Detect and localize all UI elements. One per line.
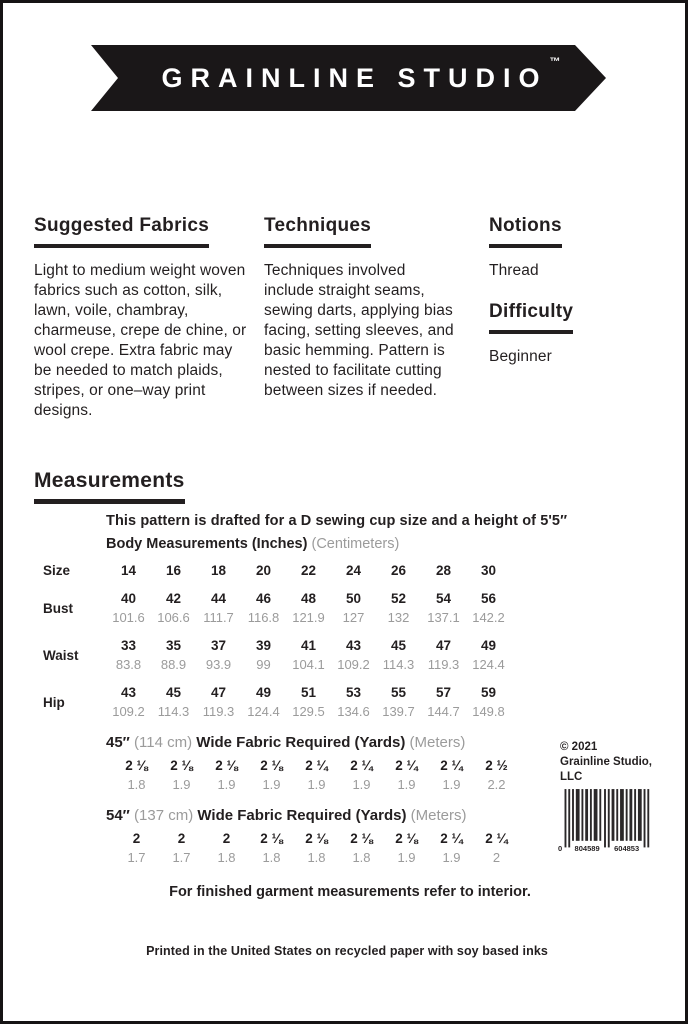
table-cell: 1.8 [352,850,371,865]
table-cell: 57 [435,685,452,700]
table-cell: 1.9 [172,777,191,792]
table-cell: 1.9 [307,777,326,792]
waist-row [34,638,666,672]
measurements-heading: Measurements [34,469,185,504]
upc-barcode [557,789,653,861]
table-cell: 28 [435,563,452,578]
fabric-45-yards-values [114,758,519,773]
hip-inches-values [106,685,511,700]
suggested-fabrics-body: Light to medium weight woven fabrics such as cotton, silk, lawn, voile, chambray, charmeuse, crepe de chine, or wool crepe. Extra fabric may be needed to match plaids, stripes, or one–way print designs. [34,262,247,419]
table-cell: 116.8 [247,610,280,625]
table-cell: 44 [210,591,227,606]
table-cell: 1.9 [442,850,461,865]
table-cell: 119.3 [202,704,235,719]
difficulty-heading: Difficulty [489,301,573,334]
subtitle-inches: Body Measurements (Inches) [106,536,308,552]
table-cell: 1.7 [127,850,146,865]
hip-cm-values [106,704,511,719]
table-cell: 2 ⅛ [260,758,283,773]
table-cell: 47 [435,638,452,653]
table-cell: 2 ¼ [440,831,463,846]
table-cell: 39 [255,638,272,653]
table-cell: 1.9 [442,777,461,792]
size-row [34,563,666,578]
techniques-heading: Techniques [264,215,371,248]
bust-cm-values [106,610,511,625]
waist-row-label: Waist [43,647,79,663]
waist-inches-values [106,638,511,653]
techniques-section [264,215,456,401]
table-cell: 26 [390,563,407,578]
table-cell: 109.2 [112,704,145,719]
table-cell: 43 [120,685,137,700]
fabric-54-title-metric: (Meters) [410,807,467,824]
table-cell: 43 [345,638,362,653]
table-cell: 2 ¼ [485,831,508,846]
table-cell: 49 [255,685,272,700]
table-cell: 14 [120,563,137,578]
suggested-fabrics-heading: Suggested Fabrics [34,215,209,248]
table-cell: 2 ½ [485,758,508,773]
fabric-45-title: Wide Fabric Required (Yards) [196,734,406,751]
table-cell: 37 [210,638,227,653]
table-cell: 49 [480,638,497,653]
table-cell: 124.4 [472,657,505,672]
table-cell: 2 ¼ [395,758,418,773]
table-cell: 111.7 [203,610,234,625]
table-cell: 101.6 [112,610,145,625]
table-cell: 20 [255,563,272,578]
table-cell: 55 [390,685,407,700]
table-cell: 2 ⅛ [305,831,328,846]
table-cell: 42 [165,591,182,606]
fabric-54-meters-values [114,850,519,865]
table-cell: 2.2 [487,777,506,792]
table-cell: 16 [165,563,182,578]
table-cell: 52 [390,591,407,606]
copyright-year: © 2021 [560,741,598,753]
brand-banner [91,45,606,111]
table-cell: 1.9 [352,777,371,792]
table-cell: 132 [387,610,410,625]
table-cell: 1.8 [262,850,281,865]
table-cell: 124.4 [247,704,280,719]
table-cell: 56 [480,591,497,606]
printed-note: Printed in the United States on recycled paper with soy based inks [146,944,548,958]
table-cell: 2 ⅛ [125,758,148,773]
table-cell: 137.1 [427,610,460,625]
table-cell: 106.6 [157,610,190,625]
table-cell: 149.8 [472,704,505,719]
table-cell: 1.8 [307,850,326,865]
table-cell: 114.3 [382,657,415,672]
copyright-llc: LLC [560,771,583,783]
size-values [106,563,511,578]
table-cell: 2 ⅛ [395,831,418,846]
subtitle-centimeters: (Centimeters) [311,536,400,552]
table-cell: 22 [300,563,317,578]
table-cell: 109.2 [337,657,370,672]
size-row-label: Size [43,563,71,578]
brand-title [91,45,606,111]
table-cell: 45 [390,638,407,653]
table-cell: 88.9 [160,657,187,672]
bust-row [34,591,666,625]
table-cell: 54 [435,591,452,606]
table-cell: 47 [210,685,227,700]
table-cell: 104.1 [292,657,325,672]
techniques-body: Techniques involved include straight seams, sewing darts, applying bias facing, setting sleeves, and basic hemming. Pattern is nested to facilitate cutting between sizes if needed. [264,262,454,399]
table-cell: 142.2 [472,610,505,625]
table-cell: 129.5 [292,704,325,719]
drafting-note: This pattern is drafted for a D sewing cup size and a height of 5'5″ [106,513,568,529]
trademark-symbol: ™ [549,56,562,68]
difficulty-body: Beginner [489,348,552,365]
table-cell: 83.8 [115,657,142,672]
table-cell: 1.9 [262,777,281,792]
table-cell: 51 [300,685,317,700]
table-cell: 2 ⅛ [170,758,193,773]
table-cell: 40 [120,591,137,606]
table-cell: 48 [300,591,317,606]
barcode-digit-left: 0 [557,844,563,854]
table-cell: 2 [222,831,231,846]
copyright-company: Grainline Studio, [560,756,653,768]
fabric-45-meters-values [114,777,519,792]
table-cell: 2 [492,850,501,865]
table-cell: 2 ¼ [440,758,463,773]
table-cell: 1.9 [397,777,416,792]
table-cell: 2 [177,831,186,846]
table-cell: 93.9 [205,657,232,672]
barcode-group2: 604853 [614,844,640,854]
table-cell: 2 ⅛ [350,831,373,846]
fabric-45-width-metric: (114 cm) [134,734,193,751]
table-cell: 134.6 [337,704,370,719]
fabric-54-yards-values [114,831,519,846]
table-cell: 144.7 [427,704,460,719]
table-cell: 46 [255,591,272,606]
table-cell: 139.7 [382,704,415,719]
table-cell: 119.3 [427,657,460,672]
notions-difficulty-section [489,215,649,367]
table-cell: 2 ¼ [305,758,328,773]
fabric-45-title-metric: (Meters) [409,734,466,751]
table-cell: 59 [480,685,497,700]
bust-row-label: Bust [43,600,73,616]
brand-name: GRAINLINE STUDIO [161,62,548,93]
table-cell: 2 ⅛ [260,831,283,846]
table-cell: 33 [120,638,137,653]
barcode-bars [557,789,653,855]
table-cell: 53 [345,685,362,700]
fabric-45-width: 45″ [106,734,130,751]
bust-inches-values [106,591,511,606]
table-cell: 18 [210,563,227,578]
notions-heading: Notions [489,215,562,248]
waist-cm-values [106,657,511,672]
table-cell: 1.9 [397,850,416,865]
copyright-block [560,740,670,785]
hip-row [34,685,666,719]
barcode-group1: 804589 [574,844,600,854]
table-cell: 30 [480,563,497,578]
finished-garment-note: For finished garment measurements refer to interior. [169,884,531,900]
table-cell: 45 [165,685,182,700]
table-cell: 2 ¼ [350,758,373,773]
table-cell: 24 [345,563,362,578]
suggested-fabrics-section [34,215,248,421]
table-cell: 2 [132,831,141,846]
table-cell: 50 [345,591,362,606]
table-cell: 1.8 [127,777,146,792]
fabric-54-width: 54″ [106,807,130,824]
fabric-54-width-metric: (137 cm) [134,807,194,824]
table-cell: 121.9 [292,610,325,625]
body-measurements-subtitle [106,536,666,552]
table-cell: 1.7 [172,850,191,865]
hip-row-label: Hip [43,694,65,710]
table-cell: 127 [342,610,365,625]
table-cell: 41 [300,638,317,653]
table-cell: 1.9 [217,777,236,792]
table-cell: 99 [256,657,271,672]
table-cell: 1.8 [217,850,236,865]
table-cell: 114.3 [157,704,190,719]
table-cell: 35 [165,638,182,653]
fabric-54-title: Wide Fabric Required (Yards) [197,807,407,824]
table-cell: 2 ⅛ [215,758,238,773]
notions-body: Thread [489,262,539,279]
